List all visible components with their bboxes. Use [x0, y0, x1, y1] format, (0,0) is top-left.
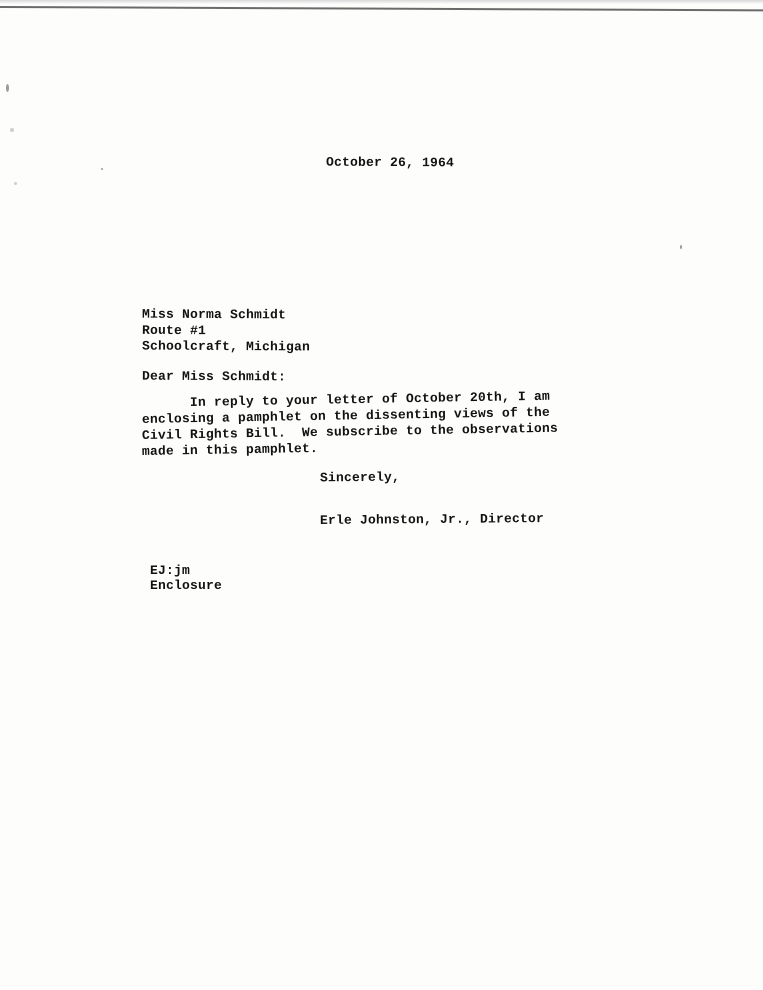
scan-speck: [10, 128, 14, 132]
body-line: enclosing a pamphlet on the dissenting views of the: [141, 404, 551, 427]
signature-block: Erle Johnston, Jr., Director: [319, 511, 545, 528]
scan-speck: [680, 245, 682, 249]
body-line: made in this pamphlet.: [141, 440, 319, 459]
top-edge-shadow: [0, 0, 763, 4]
scan-speck: [14, 182, 17, 185]
letter-date: October 26, 1964: [325, 154, 455, 171]
scan-speck: [6, 84, 9, 92]
recipient-name: Miss Norma Schmidt: [141, 306, 287, 323]
body-line: Civil Rights Bill. We subscribe to the observations: [141, 420, 559, 443]
top-edge-line: [0, 6, 763, 11]
salutation: Dear Miss Schmidt:: [141, 368, 287, 385]
closing: Sincerely,: [319, 469, 401, 486]
typist-initials: EJ:jm: [150, 563, 191, 578]
body-line: In reply to your letter of October 20th, I am: [189, 388, 551, 410]
enclosure-note: Enclosure: [150, 578, 223, 593]
recipient-city: Schoolcraft, Michigan: [141, 338, 311, 355]
recipient-street: Route #1: [141, 322, 207, 339]
scan-speck: [101, 168, 103, 170]
